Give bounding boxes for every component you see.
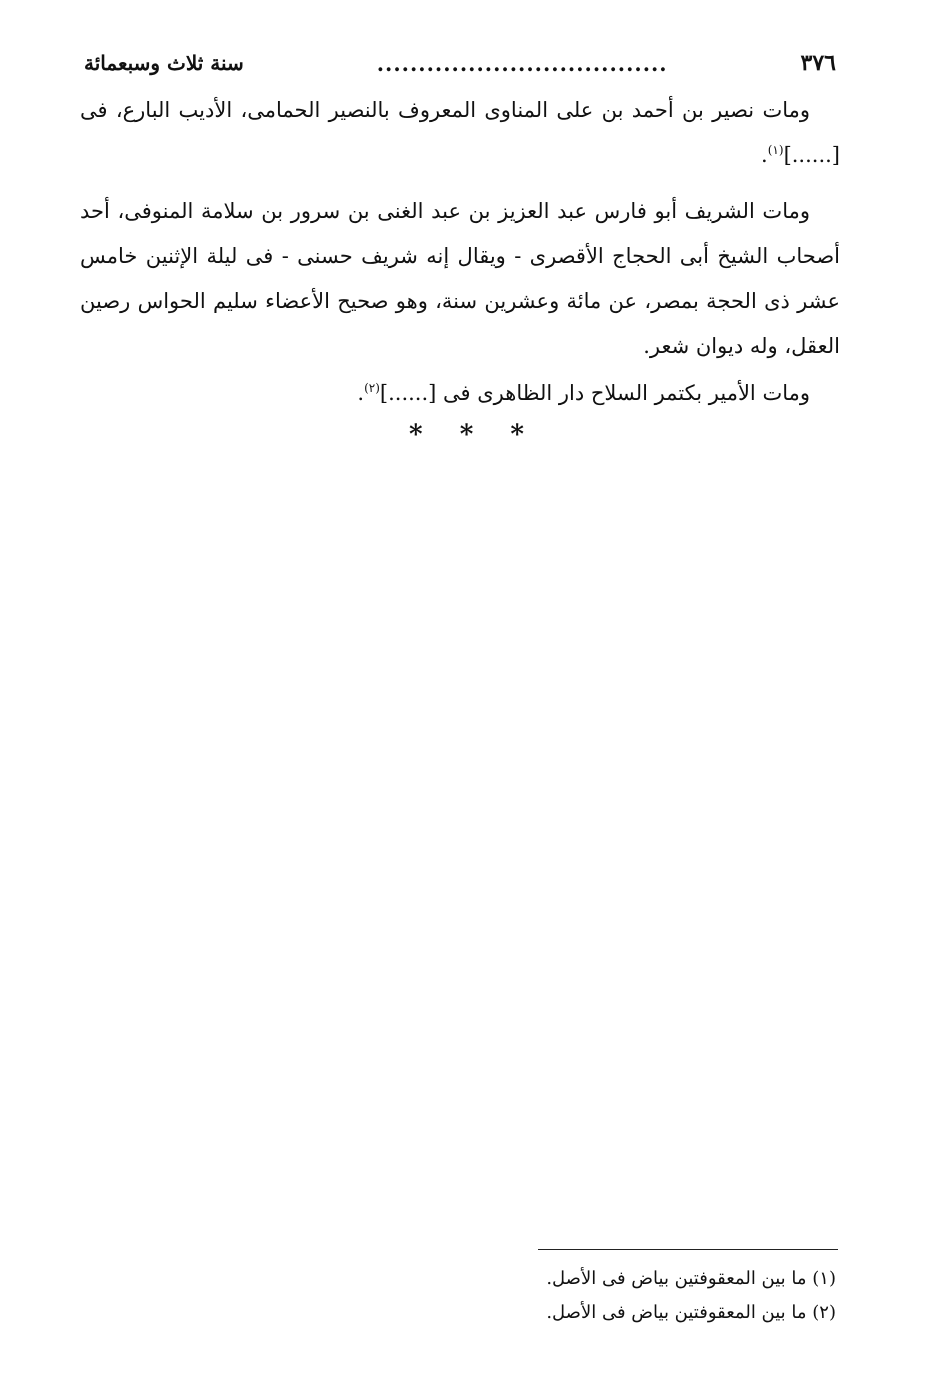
footnote-2: (٢) ما بين المعقوفتين بياض فى الأصل. [546, 1302, 836, 1323]
header-leader-dots: ................................... [376, 50, 668, 76]
paragraph-end: . [761, 143, 768, 167]
footnote-ref-1: (١) [767, 143, 784, 157]
paragraph-text: ومات الأمير بكتمر السلاح دار الظاهرى فى [......] [379, 381, 810, 405]
main-text [80, 88, 840, 416]
paragraph-text: ومات نصير بن أحمد بن على المناوى المعروف بالنصير الحمامى، الأديب البارع، فى [......] [80, 98, 840, 167]
paragraph-nusayr [80, 88, 840, 178]
section-separator: * * * [409, 420, 538, 450]
paragraph-end: . [357, 381, 365, 405]
page-number: ٣٧٦ [800, 50, 836, 76]
paragraph-baktamur [80, 371, 840, 416]
footnote-ref-2: (٢) [364, 381, 380, 395]
header-title: سنة ثلاث وسبعمائة [84, 51, 244, 75]
paragraph-sharif [80, 189, 840, 369]
footnotes [440, 1262, 836, 1330]
footnote-1: (١) ما بين المعقوفتين بياض فى الأصل. [546, 1268, 836, 1289]
paragraph-text: ومات الشريف أبو فارس عبد العزيز بن عبد الغنى بن سرور بن سلامة المنوفى، أحد أصحاب الشيخ أبى الحجاج الأقصرى - ويقال إنه شريف حسنى - فى ليلة الإثنين خامس عشر ذى الحجة بمصر، عن مائة وعشرين سنة، وهو صحيح الأعضاء سليم الحواس رصين العقل، وله ديوان شعر. [80, 199, 840, 358]
running-header [84, 46, 836, 80]
footnote-divider [538, 1249, 838, 1250]
